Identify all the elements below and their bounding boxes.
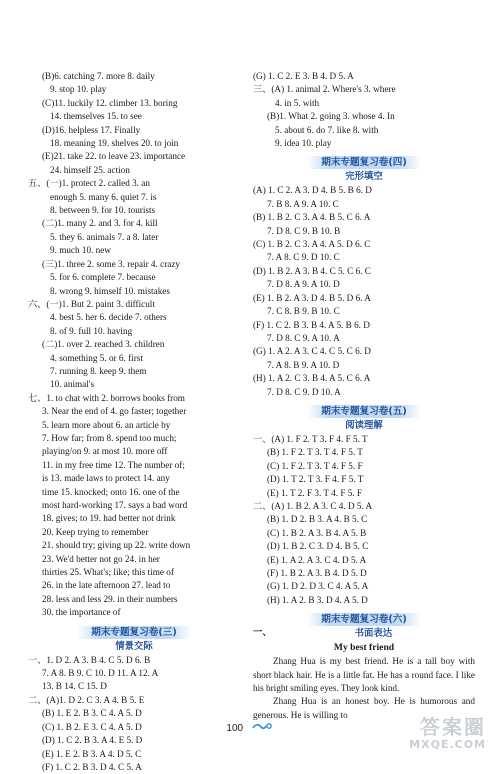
answer-line: 13. B 14. C 15. D <box>42 681 107 692</box>
answer-line: 7. running 8. keep 9. them <box>50 365 147 376</box>
answer-line: (F) 1. C 2. B 3. B 4. A 5. B 6. D <box>253 319 370 330</box>
answer-line: 7. C 8. B 9. B 10. C <box>267 306 340 317</box>
answer-line: 7. A 8. B 9. A 10. D <box>267 359 340 370</box>
section-6-title: 期末专题复习卷(六) <box>253 613 475 626</box>
answer-line: (A) 1. C 2. A 3. D 4. B 5. B 6. D <box>253 185 372 196</box>
answer-line: 七、1. to chat with 2. borrows books from <box>28 392 185 403</box>
answer-line: 20. Keep trying to remember <box>42 526 149 537</box>
answer-line: 一、1. D 2. A 3. B 4. C 5. D 6. B <box>28 654 151 665</box>
answer-line: (D)16. helpless 17. Finally <box>42 124 141 135</box>
answer-line: (D) 1. T 2. T 3. F 4. F 5. T <box>267 474 364 485</box>
section-5-answers <box>253 433 475 607</box>
essay-title: My best friend <box>333 642 395 654</box>
answer-line: 8. wrong 9. himself 10. mistakes <box>50 285 170 296</box>
answer-line: 六、(一)1. But 2. paint 3. difficult <box>28 298 155 309</box>
section-6-prefix: 一、 <box>253 628 272 639</box>
answer-line: (G) 1. D 2. D 3. C 4. A 5. A <box>267 581 369 592</box>
answer-line: 三、(A) 1. animal 2. Where's 3. where <box>253 84 396 95</box>
answer-line: (H) 1. A 2. B 3. D 4. A 5. D <box>267 594 368 605</box>
page-number: 100 <box>226 723 244 734</box>
answer-line: (E) 1. T 2. F 3. T 4. F 5. F <box>267 487 363 498</box>
answer-line: (E) 1. B 2. A 3. D 4. B 5. D 6. A <box>253 292 371 303</box>
answer-line: 9. idea 10. play <box>275 138 332 149</box>
answer-line: 14. themselves 15. to see <box>50 111 142 122</box>
answer-line: 7. How far; from 8. spend too much; <box>42 432 177 443</box>
answer-line: 26. in the late afternoon 27. lead to <box>42 580 171 591</box>
answer-line: 7. A 8. B 9. C 10. D 11. A 12. A <box>42 668 159 679</box>
answer-line: (G) 1. C 2. E 3. B 4. D 5. A <box>253 71 354 81</box>
answer-line: (二)1. over 2. reached 3. children <box>42 339 165 350</box>
section-4-title: 期末专题复习卷(四) <box>253 156 475 169</box>
answer-line: (B) 1. D 2. B 3. A 4. B 5. C <box>267 514 368 525</box>
answer-line: (B)1. What 2. going 3. whose 4. In <box>267 111 395 122</box>
section-6-subtitle: 一、 书面表达 <box>253 628 393 640</box>
section-3-answers <box>28 654 240 774</box>
answer-line: (B) 1. F 2. T 3. T 4. F 5. T <box>267 447 363 458</box>
answer-line: 11. in my free time 12. The number of; <box>42 459 185 470</box>
answer-lines-left <box>28 70 240 620</box>
watermark <box>409 716 486 751</box>
answer-line: (C) 1. B 2. E 3. C 4. A 5. D <box>42 721 142 732</box>
answer-line: 9. stop 10. play <box>50 84 107 95</box>
answer-line: 5. they 6. animals 7. a 8. later <box>50 231 159 242</box>
answer-line: 9. much 10. new <box>50 245 111 256</box>
section-4-subtitle: 完形填空 <box>345 171 383 183</box>
answer-line: 4. in 5. with <box>275 97 320 108</box>
essay-paragraph-1: Zhang Hua is my best friend. He is a tall boy with short black hair. He is a little fat. He has a round face. I like his bright smiling eyes. They look kind. <box>253 656 475 694</box>
section-3-title: 期末专题复习卷(三) <box>28 626 240 639</box>
answer-line: (D) 1. B 2. C 3. D 4. B 5. C <box>267 541 369 552</box>
answer-line: (E)21. take 22. to leave 23. importance <box>42 151 186 162</box>
answer-line: (F) 1. B 2. A 3. B 4. D 5. D <box>267 568 367 578</box>
answer-line: (E) 1. A 2. A 3. C 4. D 5. A <box>267 554 367 565</box>
answer-line: (二)1. many 2. and 3. for 4. kill <box>42 218 158 229</box>
answer-line: 7. A 8. C 9. D 10. C <box>267 252 340 263</box>
answer-line: (B)6. catching 7. more 8. daily <box>42 71 155 81</box>
answer-line: is 13. made laws to protect 14. any <box>42 473 170 484</box>
watermark-logo-text: 答案圈 <box>420 715 486 739</box>
answer-line: (C) 1. F 2. T 3. T 4. F 5. F <box>267 460 363 471</box>
answer-line: 4. something 5. or 6. first <box>50 352 143 363</box>
answer-line: (C) 1. B 2. A 3. B 4. A 5. B <box>267 527 367 538</box>
answer-line: 7. D 8. C 9. D 10. A <box>267 386 341 397</box>
section-5-subtitle: 阅读理解 <box>345 419 383 431</box>
answer-line: 21. should try; giving up 22. write down <box>42 540 191 551</box>
answer-line: 30. the importance of <box>42 607 121 618</box>
answer-lines-right-top <box>253 70 475 150</box>
answer-line: 24. himself 25. action <box>50 164 130 175</box>
watermark-url: MXQE.COM <box>409 738 486 751</box>
answer-line: 7. D 8. A 9. A 10. D <box>267 279 340 290</box>
answer-line: 7. B 8. A 9. A 10. C <box>267 198 339 209</box>
answer-line: 五、(一)1. protect 2. called 3. an <box>28 178 150 189</box>
answer-line: time 15. knocked; onto 16. one of the <box>42 486 180 497</box>
answer-line: 8. of 9. full 10. having <box>50 325 133 336</box>
answer-line: (G) 1. A 2. A 3. C 4. C 5. C 6. D <box>253 346 371 357</box>
answer-line: playing/on 9. at most 10. more off <box>42 446 168 457</box>
answer-line: 23. We'd better not go 24. in her <box>42 553 160 564</box>
answer-line: 7. D 8. C 9. B 10. B <box>267 225 341 236</box>
answer-line: 8. between 9. for 10. tourists <box>50 205 156 216</box>
answer-line: (H) 1. A 2. C 3. B 4. A 5. C 6. A <box>253 373 371 384</box>
answer-line: 18. meaning 19. shelves 20. to join <box>50 138 179 149</box>
answer-line: most hard-working 17. says a bad word <box>42 500 188 510</box>
section-5-title: 期末专题复习卷(五) <box>253 405 475 418</box>
answer-line: (B) 1. B 2. C 3. A 4. B 5. C 6. A <box>253 212 371 223</box>
answer-line: (C)11. luckily 12. climber 13. boring <box>42 97 178 108</box>
answer-line: 二、(A) 1. B 2. A 3. C 4. D 5. A <box>253 500 373 511</box>
answer-line: (三)1. three 2. some 3. repair 4. crazy <box>42 258 181 269</box>
answer-line: 18. gives; to 19. had better not drink <box>42 513 176 524</box>
answer-line: (C) 1. B 2. C 3. A 4. A 5. D 6. C <box>253 239 371 250</box>
answer-line: (D) 1. B 2. A 3. B 4. C 5. C 6. C <box>253 265 371 276</box>
answer-line: 5. for 6. complete 7. because <box>50 272 156 283</box>
essay-paragraph-2: Zhang Hua is an honest boy. He is humorous and generous. He is willing to <box>253 696 475 720</box>
answer-line: (E) 1. E 2. B 3. A 4. D 5. C <box>42 748 142 759</box>
answer-line: (F) 1. C 2. B 3. D 4. C 5. A <box>42 761 142 772</box>
answer-line: 二、(A)1. D 2. C 3. A 4. B 5. E <box>28 694 145 705</box>
answer-line: 10. animal's <box>50 379 95 390</box>
section-3-subtitle: 情景交际 <box>115 640 153 652</box>
answer-line: 28. less and less 29. in their numbers <box>42 593 178 604</box>
answer-line: 4. best 5. her 6. decide 7. others <box>50 312 167 323</box>
answer-line: (B) 1. E 2. B 3. C 4. A 5. D <box>42 708 142 719</box>
answer-line: 5. about 6. do 7. like 8. with <box>275 124 379 135</box>
right-column <box>253 70 475 722</box>
answer-line: 7. D 8. C 9. A 10. A <box>267 332 340 343</box>
swirl-ornament-icon <box>252 721 274 734</box>
answer-line: thirties 25. What's; like; this time of <box>42 567 174 578</box>
section-4-answers <box>253 184 475 399</box>
answer-line: 一、(A) 1. F 2. T 3. F 4. F 5. T <box>253 433 368 444</box>
answer-line: 3. Near the end of 4. go faster; together <box>42 406 187 417</box>
answer-line: (D) 1. C 2. B 3. A 4. E 5. D <box>42 735 143 746</box>
answer-line: enough 5. many 6. quiet 7. is <box>50 191 157 202</box>
left-column <box>28 70 240 774</box>
answer-line: 5. learn more about 6. an article by <box>42 419 171 430</box>
